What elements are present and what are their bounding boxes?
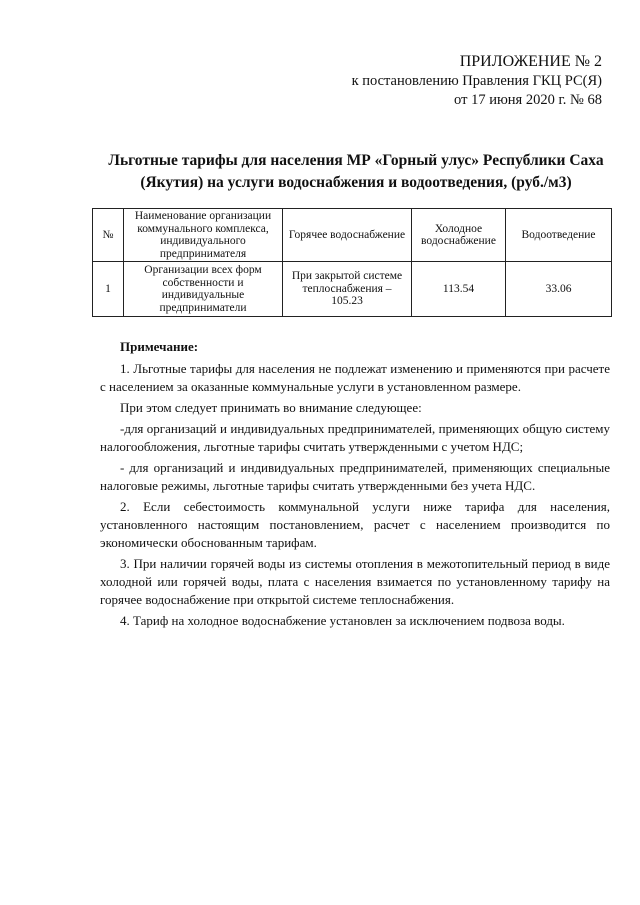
appendix-header — [352, 52, 602, 110]
cell-number: 1 — [93, 262, 124, 317]
tariff-table — [92, 208, 612, 317]
note-paragraph: - для организаций и индивидуальных предпринимателей, применяющих специальные налоговые режимы, льготные тарифы считать утвержденными без учета НДС. — [100, 460, 610, 493]
cell-hot-water: При закрытой системе теплоснабжения – 105.23 — [283, 262, 412, 317]
cell-drainage: 33.06 — [506, 262, 612, 317]
header-number: № — [93, 209, 124, 262]
note-paragraph: -для организаций и индивидуальных предпринимателей, применяющих общую систему налогообложения, льготные тарифы считать утвержденными с учетом НДС; — [100, 421, 610, 454]
note-paragraph: При этом следует принимать во внимание следующее: — [120, 400, 422, 415]
note-paragraph: 4. Тариф на холодное водоснабжение установлен за исключением подвоза воды. — [120, 613, 565, 628]
note-paragraph: 3. При наличии горячей воды из системы отопления в межотопительный период в виде холодной или горячей воды, плата с населения взимается по установленному тарифу на горячее водоснабжение при открытой системе теплоснабжения. — [100, 556, 610, 607]
appendix-title: ПРИЛОЖЕНИЕ № 2 — [459, 53, 602, 70]
document-title: Льготные тарифы для населения МР «Горный улус» Республики Саха (Якутия) на услуги водоснабжения и водоотведения, (руб./м3) — [108, 152, 604, 191]
header-organization: Наименование организации коммунального комплекса, индивидуального предпринимателя — [124, 209, 283, 262]
table-header-row — [93, 209, 612, 262]
appendix-date: от 17 июня 2020 г. № 68 — [454, 92, 602, 108]
header-hot-water: Горячее водоснабжение — [283, 209, 412, 262]
header-drainage: Водоотведение — [506, 209, 612, 262]
note-paragraph: 2. Если себестоимость коммунальной услуги ниже тарифа для населения, установленного настоящим постановлением, расчет с населением производится по экономически обоснованным тарифам. — [100, 499, 610, 550]
table-row — [93, 262, 612, 317]
note-paragraph: 1. Льготные тарифы для населения не подлежат изменению и применяются при расчете с населением за оказанные коммунальные услуги в установленном размере. — [100, 361, 610, 394]
notes-section — [100, 338, 610, 633]
header-cold-water: Холодное водоснабжение — [412, 209, 506, 262]
cell-organization: Организации всех форм собственности и индивидуальные предприниматели — [124, 262, 283, 317]
appendix-reference: к постановлению Правления ГКЦ РС(Я) — [351, 73, 602, 89]
notes-heading: Примечание: — [120, 339, 199, 354]
cell-cold-water: 113.54 — [412, 262, 506, 317]
